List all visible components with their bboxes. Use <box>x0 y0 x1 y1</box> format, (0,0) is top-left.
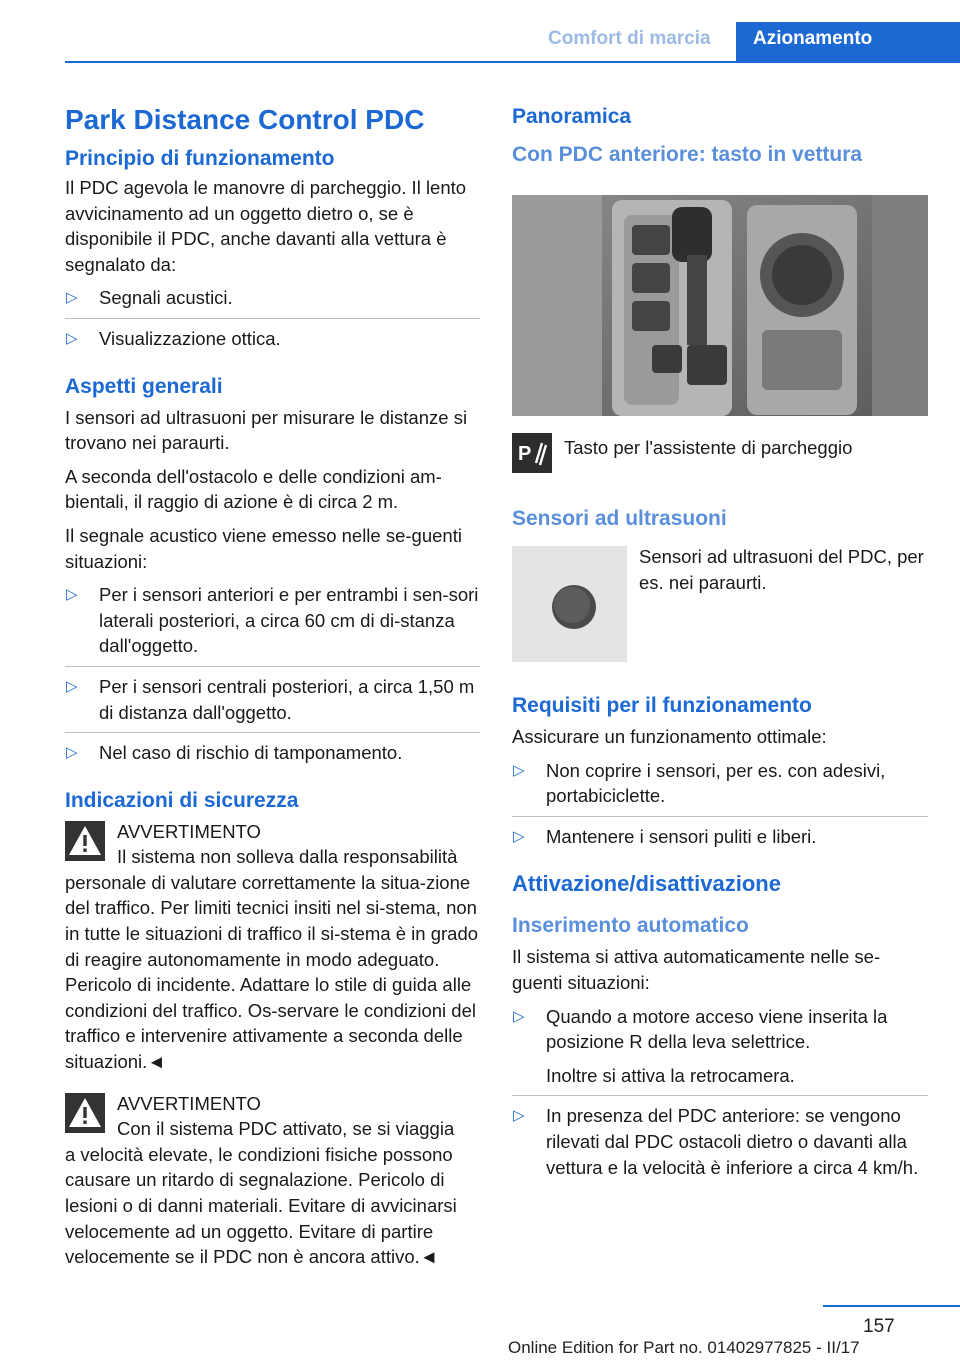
list-item-text: Segnali acustici. <box>99 287 233 309</box>
aspetti-p1: I sensori ad ultrasuoni per misurare le distanze si trovano nei paraurti. <box>65 406 468 454</box>
list-item <box>65 285 480 319</box>
left-column <box>65 103 480 1278</box>
list-item <box>65 740 480 773</box>
heading-sicurezza: Indicazioni di sicurezza <box>65 788 299 812</box>
warning-icon <box>65 1093 105 1133</box>
page-number: 157 <box>863 1316 895 1337</box>
list-item-text: Per i sensori centrali posteriori, a circa 1,50 m di distanza dall'oggetto. <box>99 675 475 723</box>
bullet-triangle-icon: ▷ <box>513 761 525 779</box>
list-item <box>512 1004 928 1097</box>
list-item-text: Nel caso di rischio di tamponamento. <box>99 742 403 764</box>
sensori-block <box>512 505 928 537</box>
list-item <box>65 674 480 733</box>
header-rule <box>65 61 960 63</box>
svg-text:P: P <box>518 443 532 465</box>
parking-assistant-icon <box>512 433 552 473</box>
sensori-text: Sensori ad ultrasuoni del PDC, per es. nei paraurti. <box>639 546 924 593</box>
tasto-caption: Tasto per l'assistente di parcheggio <box>564 437 853 458</box>
list-item <box>65 582 480 667</box>
bullet-triangle-icon: ▷ <box>66 329 78 347</box>
principio-text: Il PDC agevola le manovre di parcheggio. Il lento avvicinamento ad un oggetto dietro o, se è disponibile il PDC, anche davanti alla vettura è segnalato da: <box>65 177 467 275</box>
page-title: Park Distance Control PDC <box>65 104 425 135</box>
requisiti-text: Assicurare un funzionamento ottimale: <box>512 726 827 747</box>
warning-icon <box>65 821 105 861</box>
aspetti-p3: Il segnale acustico viene emesso nelle se‐guenti situazioni: <box>65 524 462 572</box>
bullet-triangle-icon: ▷ <box>66 289 78 307</box>
warning-title: AVVERTIMENTO <box>117 1092 261 1114</box>
right-column <box>512 103 928 173</box>
list-item <box>512 824 928 857</box>
heading-requisiti: Requisiti per il funzionamento <box>512 694 812 717</box>
bullet-triangle-icon: ▷ <box>513 1007 525 1025</box>
header-chapter-tab <box>736 22 960 63</box>
heading-aspetti: Aspetti generali <box>65 374 223 398</box>
header-chapter-label: Azionamento <box>753 28 873 49</box>
warning-text: personale di valutare correttamente la situa‐zione del traffico. Per limiti tecnici insiti nel si‐stema, non in tutte le situazioni di traffico il si‐stema è in grado di reagire autonomamente in modo adeguato. Pericolo di incidente. Adattare lo stile di guida alle condizioni del traffico. Os‐servare le condizioni del traffico e intervenire attivamente a seconda delle situazioni.◄ <box>65 871 479 1073</box>
heading-sensori: Sensori ad ultrasuoni <box>512 507 727 530</box>
list-item <box>512 758 928 817</box>
list-item-text: Quando a motore acceso viene inserita la posizione R della leva selettrice. <box>546 1005 888 1053</box>
list-item-text: Visualizzazione ottica. <box>99 327 281 349</box>
ultrasonic-sensor-image <box>512 546 627 662</box>
bullet-triangle-icon: ▷ <box>66 677 78 695</box>
list-item-text: In presenza del PDC anteriore: se vengono rilevati dal PDC ostacoli dietro o davanti alla vettura e la velocità è inferiore a circa 4 km/h. <box>546 1105 919 1178</box>
warning-first-line: Con il sistema PDC attivato, se si viaggia <box>117 1118 455 1140</box>
warning-block <box>65 819 480 1075</box>
list-item-extra: Inoltre si attiva la retrocamera. <box>546 1064 795 1086</box>
aspetti-p2: A seconda dell'ostacolo e delle condizioni am‐bientali, il raggio di azione è di circa 2 m. <box>65 465 442 513</box>
console-photo <box>512 195 928 416</box>
heading-inserimento: Inserimento automatico <box>512 914 749 938</box>
heading-panoramica: Panoramica <box>512 105 632 128</box>
bullet-triangle-icon: ▷ <box>513 827 525 845</box>
heading-principio: Principio di funzionamento <box>65 147 335 170</box>
warning-text: a velocità elevate, le condizioni fisiche possono causare un ritardo di segnalazione. Pericolo di lesioni o di danni materiali. Evitare di avvicinarsi velocemente ad un oggetto. Evitare di partire velocemente se il PDC non è ancora attivo.◄ <box>65 1143 457 1268</box>
footer-rule <box>823 1305 960 1307</box>
list-item <box>512 1103 928 1187</box>
list-item-text: Mantenere i sensori puliti e liberi. <box>546 825 817 847</box>
list-item-text: Per i sensori anteriori e per entrambi i sen‐sori laterali posteriori, a circa 60 cm di di‐stanza dall'oggetto. <box>99 584 479 657</box>
bullet-triangle-icon: ▷ <box>66 744 78 762</box>
list-item <box>65 326 480 359</box>
warning-title: AVVERTIMENTO <box>117 820 261 842</box>
bullet-triangle-icon: ▷ <box>66 586 78 604</box>
attivazione-text: Il sistema si attiva automaticamente nelle se‐guenti situazioni: <box>512 946 881 993</box>
warning-block <box>65 1091 480 1270</box>
heading-attivazione: Attivazione/disattivazione <box>512 871 781 897</box>
bullet-triangle-icon: ▷ <box>513 1107 525 1125</box>
right-lower-column <box>512 692 928 1194</box>
warning-first-line: Il sistema non solleva dalla responsabilità <box>117 846 458 868</box>
header-section-tab: Comfort di marcia <box>548 28 711 49</box>
heading-pdc-anteriore: Con PDC anteriore: tasto in vettura <box>512 143 863 166</box>
list-item-text: Non coprire i sensori, per es. con adesivi, portabiciclette. <box>546 759 886 807</box>
edition-note: Online Edition for Part no. 01402977825 - II/17 <box>508 1338 860 1357</box>
